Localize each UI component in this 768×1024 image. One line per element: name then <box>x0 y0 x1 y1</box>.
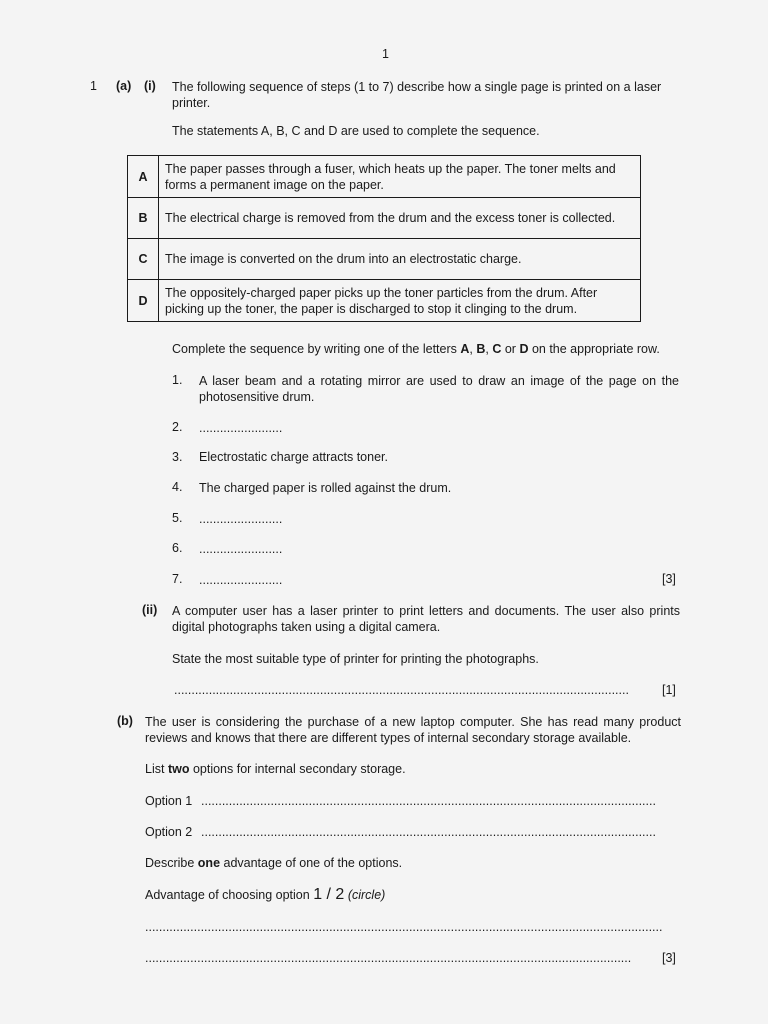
step-number: 5. <box>172 511 183 525</box>
question-number: 1 <box>90 79 97 93</box>
complete-instruction: Complete the sequence by writing one of the letters A, B, C or D on the appropriate row. <box>172 342 660 356</box>
advantage-answer-line-2[interactable]: ............................................................................................................................................ <box>145 951 632 965</box>
statements-table <box>127 155 641 322</box>
list-instruction: List two options for internal secondary storage. <box>145 762 406 776</box>
ii-answer-line[interactable]: ................................................................................................................................... <box>174 683 629 697</box>
step-number: 3. <box>172 450 183 464</box>
statements-intro: The statements A, B, C and D are used to complete the sequence. <box>172 124 540 138</box>
statement-row-c <box>128 239 641 280</box>
option-1-label: Option 1 <box>145 794 193 808</box>
part-a-label: (a) <box>116 79 132 93</box>
statement-text: The oppositely-charged paper picks up the toner particles from the drum. After picking up the toner, the paper is discharged to stop it clinging to the drum. <box>159 280 641 322</box>
sub-i-label: (i) <box>144 79 156 93</box>
step-answer-blank[interactable]: ........................ <box>199 573 283 587</box>
step-number: 4. <box>172 480 183 494</box>
part-b-label: (b) <box>117 714 133 728</box>
statement-letter: A <box>128 156 159 198</box>
step-text: The charged paper is rolled against the drum. <box>199 481 452 495</box>
statement-row-b <box>128 198 641 239</box>
advantage-answer-line-1[interactable]: ..................................................................................................................................................... <box>145 920 663 934</box>
step-answer-blank[interactable]: ........................ <box>199 542 283 556</box>
option-1-answer-line[interactable]: ................................................................................................................................... <box>201 794 656 808</box>
statement-row-a <box>128 156 641 198</box>
marks-ii: [1] <box>662 683 676 697</box>
step-answer-blank[interactable]: ........................ <box>199 421 283 435</box>
page-number: 1 <box>382 47 389 61</box>
step-number: 1. <box>172 373 183 387</box>
option-2-answer-line[interactable]: ................................................................................................................................... <box>201 825 656 839</box>
step-number: 2. <box>172 420 183 434</box>
ii-text: A computer user has a laser printer to print letters and documents. The user also prints digital photographs taken using a digital camera. <box>172 604 680 634</box>
step-number: 6. <box>172 541 183 555</box>
marks-b: [3] <box>662 951 676 965</box>
step-answer-blank[interactable]: ........................ <box>199 512 283 526</box>
statement-text: The image is converted on the drum into an electrostatic charge. <box>159 239 641 280</box>
statement-letter: B <box>128 198 159 239</box>
option-choice[interactable]: 1 / 2 <box>313 886 345 903</box>
statement-letter: C <box>128 239 159 280</box>
statement-row-d <box>128 280 641 322</box>
statement-letter: D <box>128 280 159 322</box>
describe-instruction: Describe one advantage of one of the options. <box>145 856 403 870</box>
step-text: A laser beam and a rotating mirror are used to draw an image of the page on the photosensitive drum. <box>199 374 679 404</box>
statement-text: The electrical charge is removed from the drum and the excess toner is collected. <box>159 198 641 239</box>
step-number: 7. <box>172 572 183 586</box>
advantage-line: Advantage of choosing option 1 / 2 (circle) <box>145 886 386 903</box>
option-2-label: Option 2 <box>145 825 193 839</box>
sub-ii-label: (ii) <box>142 603 158 617</box>
intro-text: The following sequence of steps (1 to 7) describe how a single page is printed on a laser printer. <box>172 80 662 110</box>
statement-text: The paper passes through a fuser, which heats up the paper. The toner melts and forms a permanent image on the paper. <box>159 156 641 198</box>
ii-state: State the most suitable type of printer for printing the photographs. <box>172 652 539 666</box>
marks-i: [3] <box>662 572 676 586</box>
b-text: The user is considering the purchase of a new laptop computer. She has read many product reviews and knows that there are different types of internal secondary storage available. <box>145 715 681 745</box>
step-text: Electrostatic charge attracts toner. <box>199 450 388 464</box>
